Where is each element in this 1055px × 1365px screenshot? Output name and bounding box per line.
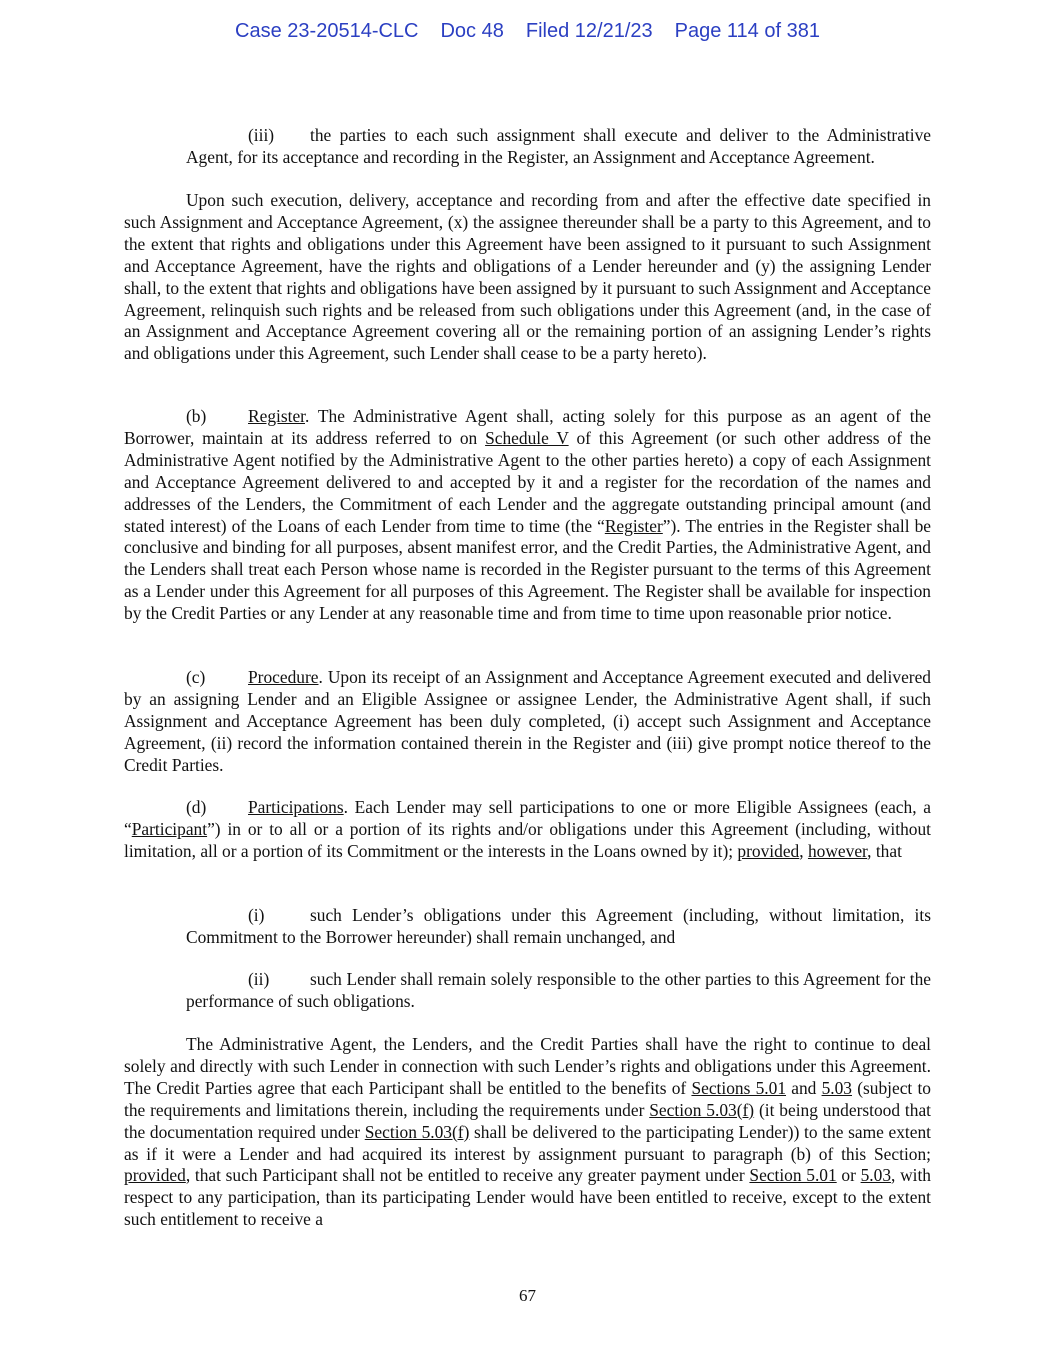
section-d-participations [124, 797, 931, 863]
section-b-register [124, 406, 931, 625]
proviso-term: provided [124, 1165, 186, 1186]
text-run: , [799, 840, 808, 861]
section-reference: Section 5.03(f) [364, 1121, 470, 1142]
section-number: (b) [186, 406, 207, 426]
clause-ii [186, 969, 931, 1013]
proviso-term: however [807, 840, 868, 861]
section-heading: Register [248, 406, 305, 426]
text-run: (it being understood that the documentation required under [124, 1099, 931, 1142]
section-heading: Procedure [248, 667, 319, 687]
text-run: . Each Lender may sell participations to one or more Eligible Assignees (each, a “ [124, 797, 931, 839]
section-number: (d) [186, 797, 207, 817]
page-of-total: Page 114 of 381 [674, 20, 820, 42]
filing-header [0, 20, 1055, 43]
paragraph-participant-rights [124, 1034, 931, 1231]
text-run: , that [867, 840, 902, 861]
clause-number: (iii) [248, 125, 275, 145]
defined-term: Register [604, 515, 663, 536]
text-run: ”) in or to all or a portion of its rights and/or obligations under this Agreement (including, without limitation, all or a portion of its Commitment or the interests in the Loans owned by it); [124, 818, 931, 861]
text-run: and [786, 1077, 822, 1098]
section-number: (c) [186, 667, 206, 687]
section-reference: 5.03 [821, 1077, 852, 1098]
text-run: . Upon its receipt of an Assignment and Acceptance Agreement executed and delivered by an assigning Lender and an Eligible Assignee or assignee Lender, the Administrative Agent shall, if such Assignment and Acceptance Agreement has been duly completed, (i) accept such Assignment and Acceptance Agreement, (ii) record the information contained therein in the Register and (iii) give prompt notice thereof to the Credit Parties. [124, 667, 931, 775]
clause-text: such Lender shall remain solely responsible to the other parties to this Agreement for the performance of such obligations. [186, 969, 931, 1011]
clause-number: (ii) [248, 969, 270, 989]
section-reference: Sections 5.01 [691, 1077, 787, 1098]
text-run: shall be delivered to the participating Lender)) to the same extent as if it were a Lender and had acquired its interest by assignment pursuant to paragraph (b) of this Section; [124, 1121, 931, 1164]
case-number: Case 23-20514-CLC [235, 20, 419, 42]
filed-date: Filed 12/21/23 [525, 20, 653, 42]
doc-number: Doc 48 [440, 20, 504, 42]
section-c-procedure [124, 667, 931, 777]
section-reference: Section 5.01 [749, 1165, 837, 1186]
section-reference: Section 5.03(f) [649, 1099, 755, 1120]
clause-i [186, 905, 931, 949]
defined-term: Participant [131, 818, 208, 839]
text-run: , with respect to any participation, than its participating Lender would have been entitled to receive, except to the extent such entitlement to receive a [124, 1165, 931, 1230]
clause-iii [186, 125, 931, 169]
text-run: , that such Participant shall not be entitled to receive any greater payment under [185, 1165, 750, 1186]
clause-number: (i) [248, 905, 265, 925]
text-run: ”). The entries in the Register shall be conclusive and binding for all purposes, absent manifest error, and the Credit Parties, the Administrative Agent, and the Lenders shall treat each Person whose name is recorded in the Register pursuant to the terms of this Agreement as a Lender under this Agreement for all purposes of this Agreement. The Register shall be available for inspection by the Credit Parties or any Lender at any reasonable time and from time to time upon reasonable prior notice. [124, 515, 931, 624]
schedule-reference: Schedule V [485, 427, 569, 448]
clause-text: such Lender’s obligations under this Agreement (including, without limitation, its Commitment to the Borrower hereunder) shall remain unchanged, and [186, 905, 931, 947]
text-run: . The Administrative Agent shall, acting solely for this purpose as an agent of the Borrower, maintain at its address referred to on [124, 406, 931, 448]
proviso-term: provided [737, 840, 800, 861]
text-run: of this Agreement (or such other address of the Administrative Agent notified by the Administrative Agent to the other parties hereto) a copy of each Assignment and Acceptance Agreement delivered to and accepted by it and a register for the recordation of the names and addresses of the Lenders, the Commitment of each Lender and the aggregate outstanding principal amount (and stated interest) of the Loans of each Lender from time to time (the “ [124, 427, 932, 536]
text-run: (subject to the requirements and limitations therein, including the requirements under [124, 1077, 931, 1120]
paragraph-text: Upon such execution, delivery, acceptance and recording from and after the effective date specified in such Assignment and Acceptance Agreement, (x) the assignee thereunder shall be a party to this Agreement, and to the extent that rights and obligations under this Agreement have been assigned to it pursuant to such Assignment and Acceptance Agreement, have the rights and obligations of a Lender hereunder and (y) the assigning Lender shall, to the extent that rights and obligations have been assigned by it pursuant to such Assignment and Acceptance Agreement, relinquish such rights and be released from such obligations under this Agreement (and, in the case of an Assignment and Acceptance Agreement covering all or the remaining portion of an assigning Lender’s rights and obligations under this Agreement, such Lender shall cease to be a party hereto). [124, 190, 931, 364]
text-run: The Administrative Agent, the Lenders, and the Credit Parties shall have the right to continue to deal solely and directly with such Lender in connection with such Lender’s rights and obligations under this Agreement. The Credit Parties agree that each Participant shall be entitled to the benefits of [124, 1034, 931, 1098]
paragraph-assignment-effect [124, 190, 931, 365]
page-number: 67 [519, 1286, 536, 1305]
section-heading: Participations [248, 797, 344, 817]
clause-text: the parties to each such assignment shall execute and deliver to the Administrative Agent, for its acceptance and recording in the Register, an Assignment and Acceptance Agreement. [186, 125, 931, 167]
section-reference: 5.03 [860, 1165, 892, 1186]
text-run: or [836, 1165, 861, 1186]
